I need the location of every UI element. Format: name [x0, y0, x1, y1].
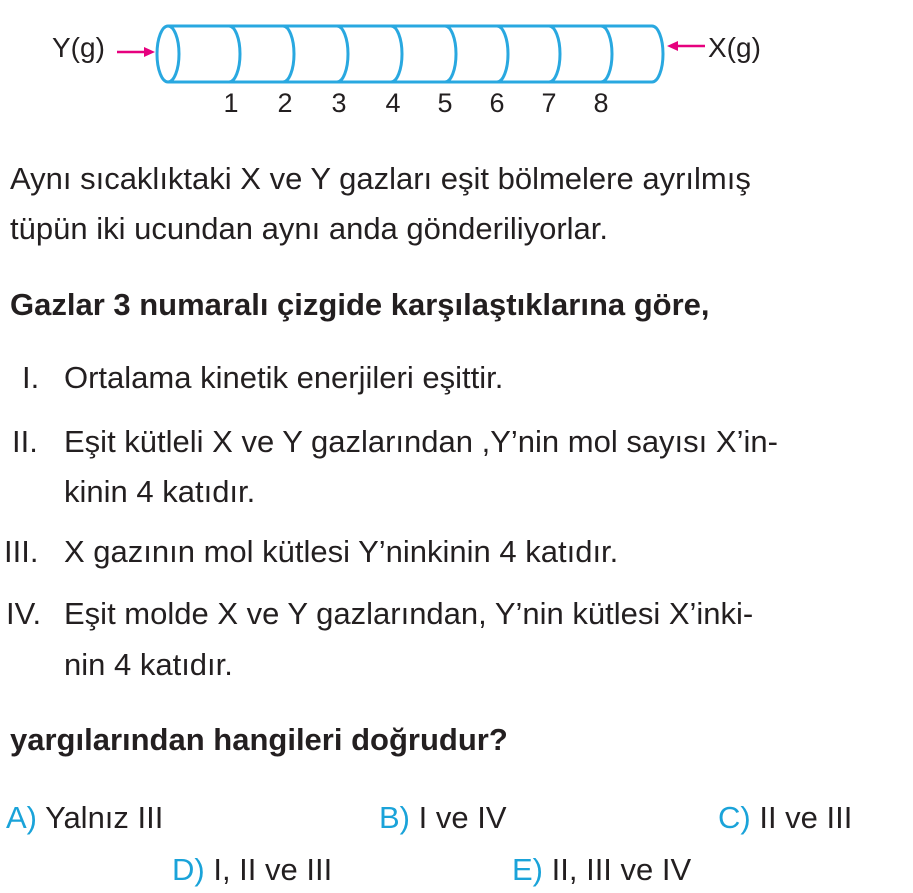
option-letter: C)	[718, 800, 751, 835]
option-b[interactable]	[379, 800, 507, 836]
segment-number: 4	[385, 88, 401, 118]
segment-number: 1	[223, 88, 239, 118]
statement-numeral: II.	[12, 424, 38, 459]
question-end: yargılarından hangileri doğrudur?	[10, 722, 508, 757]
partition-6	[497, 26, 508, 82]
stem-line-1: Aynı sıcaklıktaki X ve Y gazları eşit bölmelere ayrılmış	[10, 161, 751, 196]
partition-7	[549, 26, 560, 82]
segment-number: 7	[541, 88, 557, 118]
option-text: I ve IV	[418, 800, 507, 835]
stem-line-2: tüpün iki ucundan aynı anda gönderiliyorlar.	[10, 211, 609, 246]
statement-numeral: III.	[4, 534, 39, 569]
partition-8	[601, 26, 612, 82]
segment-number: 8	[593, 88, 609, 118]
tube-diagram	[0, 0, 913, 130]
tube-right-end	[652, 26, 663, 82]
option-a[interactable]	[6, 800, 163, 836]
question-intro: Gazlar 3 numaralı çizgide karşılaştıklarına göre,	[10, 287, 710, 322]
right-gas-label: X(g)	[708, 32, 761, 63]
partition-2	[283, 26, 294, 82]
segment-number: 2	[277, 88, 293, 118]
tube-left-end	[157, 26, 179, 82]
option-letter: E)	[512, 852, 543, 887]
option-d[interactable]	[172, 852, 332, 888]
segment-number: 3	[331, 88, 347, 118]
statement-text: X gazının mol kütlesi Y’ninkinin 4 katıdır.	[64, 534, 619, 569]
partition-1	[229, 26, 240, 82]
partition-5	[445, 26, 456, 82]
statement-numeral: I.	[22, 360, 40, 395]
statement-text-continued: kinin 4 katıdır.	[64, 474, 256, 509]
right-arrow-icon	[667, 41, 705, 51]
statement-text: Eşit kütleli X ve Y gazlarından ,Y’nin mol sayısı X’in-	[64, 424, 778, 459]
partition-4	[391, 26, 402, 82]
segment-number: 5	[437, 88, 453, 118]
option-letter: A)	[6, 800, 37, 835]
option-e[interactable]	[512, 852, 691, 888]
option-letter: B)	[379, 800, 410, 835]
option-text: Yalnız III	[45, 800, 164, 835]
segment-number: 6	[489, 88, 505, 118]
left-gas-label: Y(g)	[52, 32, 105, 63]
option-text: II ve III	[759, 800, 853, 835]
statement-numeral: IV.	[6, 596, 42, 631]
option-text: I, II ve III	[213, 852, 333, 887]
statement-text-continued: nin 4 katıdır.	[64, 647, 233, 682]
option-text: II, III ve IV	[551, 852, 692, 887]
option-c[interactable]	[718, 800, 852, 836]
statement-text: Eşit molde X ve Y gazlarından, Y’nin kütlesi X’inki-	[64, 596, 754, 631]
partition-3	[337, 26, 348, 82]
statement-text: Ortalama kinetik enerjileri eşittir.	[64, 360, 504, 395]
option-letter: D)	[172, 852, 205, 887]
left-arrow-icon	[117, 47, 155, 57]
